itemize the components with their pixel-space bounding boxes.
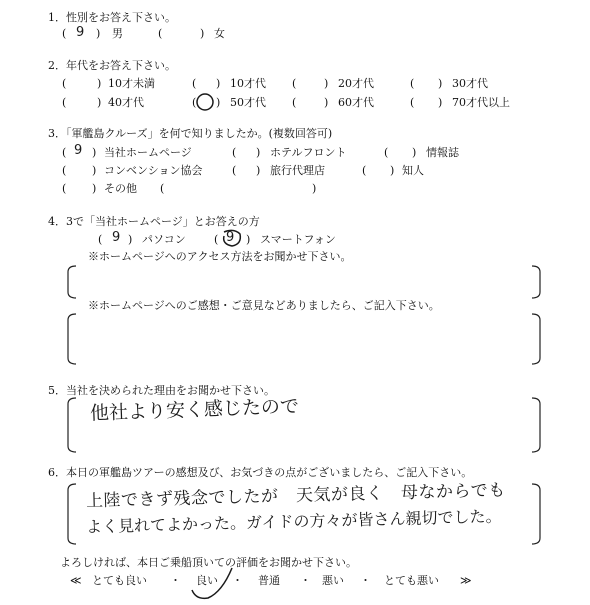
q2-paren-close-4: ): [438, 77, 443, 90]
q2-option-30s: 30才代: [452, 77, 488, 90]
rating-option-bad: 悪い: [322, 574, 344, 587]
q2-paren-open-2: (: [192, 77, 197, 90]
q2-paren-open-8: (: [410, 96, 415, 109]
q2-option-under10: 10才未満: [108, 77, 155, 90]
q3-paren-open-7: (: [62, 182, 67, 195]
q4-paren-close-sp: ): [246, 233, 251, 246]
q4-option-pc: パソコン: [142, 233, 186, 246]
rating-option-very-bad: とても悪い: [384, 574, 439, 587]
q4-access-prompt: ※ホームページへのアクセス方法をお聞かせ下さい。: [88, 250, 352, 263]
q3-paren-close-3: ): [412, 146, 417, 159]
rating-prompt: よろしければ、本日ご乗船頂いての評価をお聞かせ下さい。: [60, 556, 357, 569]
rating-dot-3: ・: [300, 574, 311, 587]
q3-paren-close-1: ): [92, 146, 97, 159]
q3-option-travel-agency: 旅行代理店: [270, 164, 325, 177]
q2-paren-open-1: (: [62, 77, 67, 90]
q2-paren-open-6: (: [192, 96, 197, 109]
q3-paren-close-7: ): [92, 182, 97, 195]
q1-option-female: 女: [214, 27, 225, 40]
q1-option-male: 男: [112, 27, 123, 40]
q5-answer-box-right-bracket: [532, 398, 540, 452]
q1-paren-close-female: ): [200, 27, 205, 40]
q3-option-friend: 知人: [402, 164, 424, 177]
q4-paren-open-pc: (: [98, 233, 103, 246]
q5-title: 5．当社を決められた理由をお聞かせ下さい。: [48, 384, 275, 397]
q4-paren-close-pc: ): [128, 233, 133, 246]
q3-option-hotel: ホテルフロント: [270, 146, 347, 159]
q2-option-50s: 50才代: [230, 96, 266, 109]
q4-check-pc: 9: [112, 230, 121, 245]
q3-option-other: その他: [104, 182, 137, 195]
q5-answer-handwriting: 他社より安く感じたので: [89, 395, 300, 425]
q1-paren-close-male: ): [96, 27, 101, 40]
q4-impression-box-right-bracket: [532, 314, 540, 364]
q3-option-homepage: 当社ホームページ: [104, 146, 192, 159]
q3-title: 3．「軍艦島クルーズ」を何で知りましたか。(複数回答可): [48, 127, 333, 140]
rating-close-bracket: ≫: [460, 574, 472, 587]
q6-answer-line2: よく見れてよかった。ガイドの方々が皆さん親切でした。: [85, 506, 502, 537]
q2-option-60s: 60才代: [338, 96, 374, 109]
rating-option-very-good: とても良い: [92, 574, 147, 587]
q4-access-box-right-bracket: [532, 266, 540, 298]
q2-paren-close-3: ): [324, 77, 329, 90]
q2-paren-close-1: ): [97, 77, 102, 90]
q3-paren-open-6: (: [362, 164, 367, 177]
q2-paren-open-3: (: [292, 77, 297, 90]
q2-option-40s: 40才代: [108, 96, 144, 109]
q3-other-paren-open: (: [160, 182, 165, 195]
q3-paren-open-5: (: [232, 164, 237, 177]
q3-paren-close-2: ): [256, 146, 261, 159]
q2-option-70plus: 70才代以上: [452, 96, 510, 109]
q3-paren-open-3: (: [384, 146, 389, 159]
rating-option-good: 良い: [196, 574, 218, 587]
q2-option-10s: 10才代: [230, 77, 266, 90]
q4-paren-open-sp: (: [214, 233, 219, 246]
rating-dot-2: ・: [232, 574, 243, 587]
q5-answer-box-left-bracket: [68, 398, 76, 452]
q3-paren-open-4: (: [62, 164, 67, 177]
q3-option-magazine: 情報誌: [426, 146, 459, 159]
q2-option-20s: 20才代: [338, 77, 374, 90]
q4-impression-prompt: ※ホームページへのご感想・ご意見などありましたら、ご記入下さい。: [88, 299, 440, 312]
q4-title: 4．3で「当社ホームページ」とお答えの方: [48, 215, 260, 228]
q3-paren-close-5: ): [256, 164, 261, 177]
q4-access-box-left-bracket: [68, 266, 76, 298]
q3-paren-open-2: (: [232, 146, 237, 159]
q4-check-smartphone: 9: [226, 230, 235, 245]
q1-paren-open-male: (: [62, 27, 67, 40]
q2-paren-close-8: ): [438, 96, 443, 109]
q2-paren-close-6: ): [216, 96, 221, 109]
q6-answer-box-right-bracket: [532, 484, 540, 544]
q3-paren-close-6: ): [390, 164, 395, 177]
q3-other-paren-close: ): [312, 182, 317, 195]
q2-title: 2．年代をお答え下さい。: [48, 59, 176, 72]
q3-paren-open-1: (: [62, 146, 67, 159]
q4-option-smartphone: スマートフォン: [260, 233, 336, 246]
q1-check-male: 9: [76, 25, 85, 40]
rating-dot-1: ・: [170, 574, 181, 587]
q6-title: 6．本日の軍艦島ツアーの感想及び、お気づきの点がございましたら、ご記入下さい。: [48, 466, 473, 479]
q2-paren-close-7: ): [324, 96, 329, 109]
q2-paren-open-5: (: [62, 96, 67, 109]
rating-open-bracket: ≪: [70, 574, 82, 587]
q2-paren-close-2: ): [216, 77, 221, 90]
q3-check-homepage: 9: [74, 143, 83, 158]
q6-answer-line1: 上陸できず残念でしたが 天気が良く 母なからでも: [85, 480, 507, 512]
rating-dot-4: ・: [360, 574, 371, 587]
q4-impression-box-left-bracket: [68, 314, 76, 364]
q2-paren-open-4: (: [410, 77, 415, 90]
q2-circle-50s: [197, 94, 213, 110]
q3-paren-close-4: ): [92, 164, 97, 177]
rating-option-average: 普通: [258, 574, 280, 587]
q2-paren-close-5: ): [97, 96, 102, 109]
q1-title: 1．性別をお答え下さい。: [48, 11, 176, 24]
q2-paren-open-7: (: [292, 96, 297, 109]
q1-paren-open-female: (: [158, 27, 163, 40]
q6-answer-box-left-bracket: [68, 484, 76, 544]
q3-option-convention: コンベンション協会: [104, 164, 203, 177]
